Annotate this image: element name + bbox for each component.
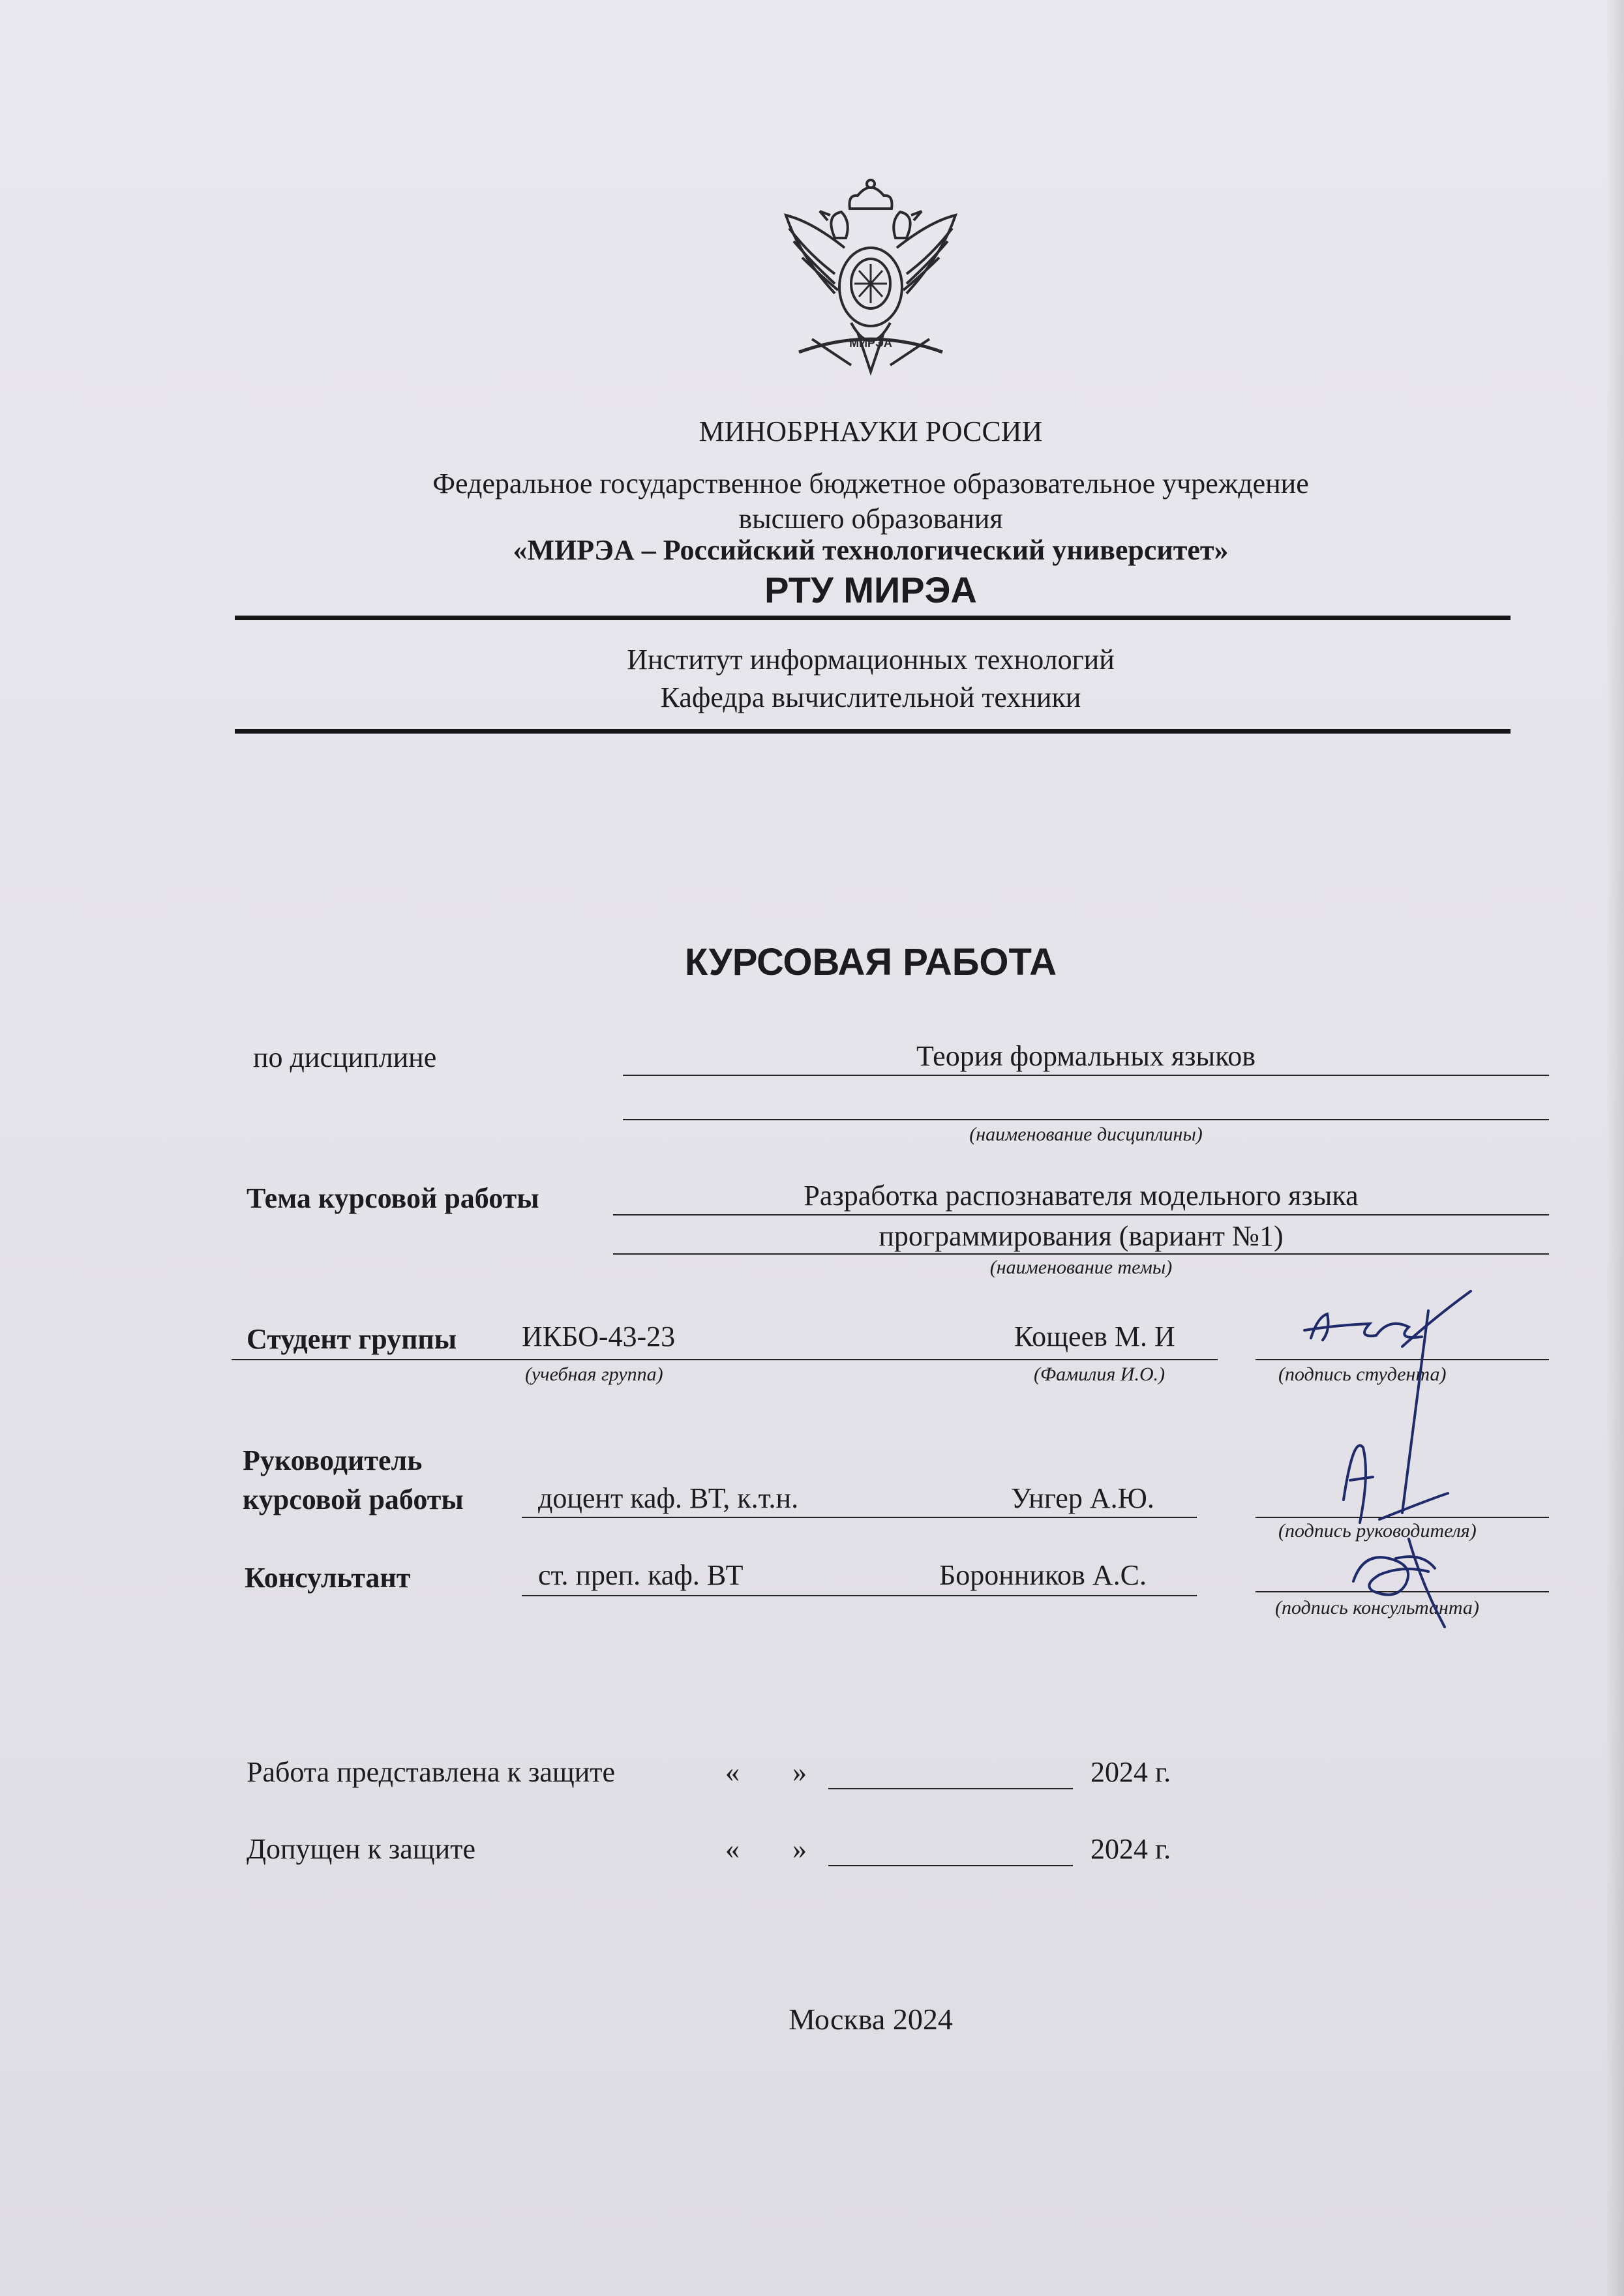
topic-label: Тема курсовой работы [247, 1182, 539, 1214]
consultant-name: Боронников А.С. [939, 1559, 1147, 1591]
discipline-value: Теория формальных языков [916, 1040, 1256, 1072]
department-name: Кафедра вычислительной техники [660, 681, 1081, 713]
student-signature-caption: (подпись студента) [1278, 1364, 1447, 1385]
topic-caption: (наименование темы) [989, 1257, 1173, 1278]
student-underline [232, 1359, 1218, 1360]
emblem-ribbon-text: МИРЭА [849, 336, 892, 350]
student-name-caption: (Фамилия И.О.) [1034, 1364, 1165, 1385]
submitted-date-line [828, 1788, 1073, 1789]
submitted-date-open-quote: « [725, 1756, 740, 1788]
discipline-caption: (наименование дисциплины) [969, 1124, 1203, 1145]
submitted-label: Работа представлена к защите [247, 1756, 616, 1788]
university-short-name: РТУ МИРЭА [764, 569, 977, 610]
supervisor-label-line-1: Руководитель [243, 1444, 423, 1476]
institute-name: Институт информационных технологий [627, 644, 1115, 676]
consultant-label: Консультант [245, 1562, 411, 1594]
student-name: Кощеев М. И [1014, 1320, 1175, 1352]
student-group: ИКБО-43-23 [522, 1320, 676, 1352]
supervisor-position: доцент каф. ВТ, к.т.н. [538, 1482, 799, 1514]
supervisor-signature-caption: (подпись руководителя) [1278, 1520, 1477, 1542]
institution-line-2: высшего образования [738, 503, 1003, 535]
admitted-date-line [828, 1865, 1073, 1866]
supervisor-underline [522, 1517, 1197, 1518]
supervisor-name: Унгер А.Ю. [1011, 1482, 1154, 1514]
topic-underline-2 [613, 1253, 1549, 1255]
header-divider-bottom [235, 729, 1511, 734]
topic-line-2: программирования (вариант №1) [879, 1220, 1284, 1252]
ministry-name: МИНОБРНАУКИ РОССИИ [699, 415, 1043, 447]
topic-line-1: Разработка распознавателя модельного языка [804, 1180, 1359, 1212]
submitted-year: 2024 г. [1090, 1756, 1171, 1788]
discipline-label: по дисциплине [253, 1041, 437, 1073]
student-label: Студент группы [247, 1323, 457, 1355]
consultant-position: ст. преп. каф. ВТ [538, 1559, 744, 1591]
consultant-signature-caption: (подпись консультанта) [1275, 1597, 1479, 1618]
admitted-date-open-quote: « [725, 1833, 740, 1865]
admitted-year: 2024 г. [1090, 1833, 1171, 1865]
discipline-underline [623, 1075, 1549, 1076]
institution-line-1: Федеральное государственное бюджетное образовательное учреждение [432, 468, 1309, 499]
topic-underline-1 [613, 1214, 1549, 1215]
document-title: КУРСОВАЯ РАБОТА [684, 941, 1057, 983]
header-divider-top [235, 616, 1511, 620]
admitted-date-close-quote: » [792, 1833, 807, 1865]
consultant-underline [522, 1595, 1197, 1596]
city-year: Москва 2024 [789, 2003, 953, 2036]
double-headed-eagle-emblem-icon [773, 176, 969, 398]
university-full-name: «МИРЭА – Российский технологический университет» [513, 534, 1229, 566]
submitted-date-close-quote: » [792, 1756, 807, 1788]
supervisor-label-line-2: курсовой работы [243, 1483, 464, 1515]
admitted-label: Допущен к защите [247, 1833, 475, 1865]
discipline-underline-2 [623, 1119, 1549, 1120]
student-group-caption: (учебная группа) [525, 1364, 663, 1385]
handwritten-signatures [1239, 1278, 1500, 1643]
